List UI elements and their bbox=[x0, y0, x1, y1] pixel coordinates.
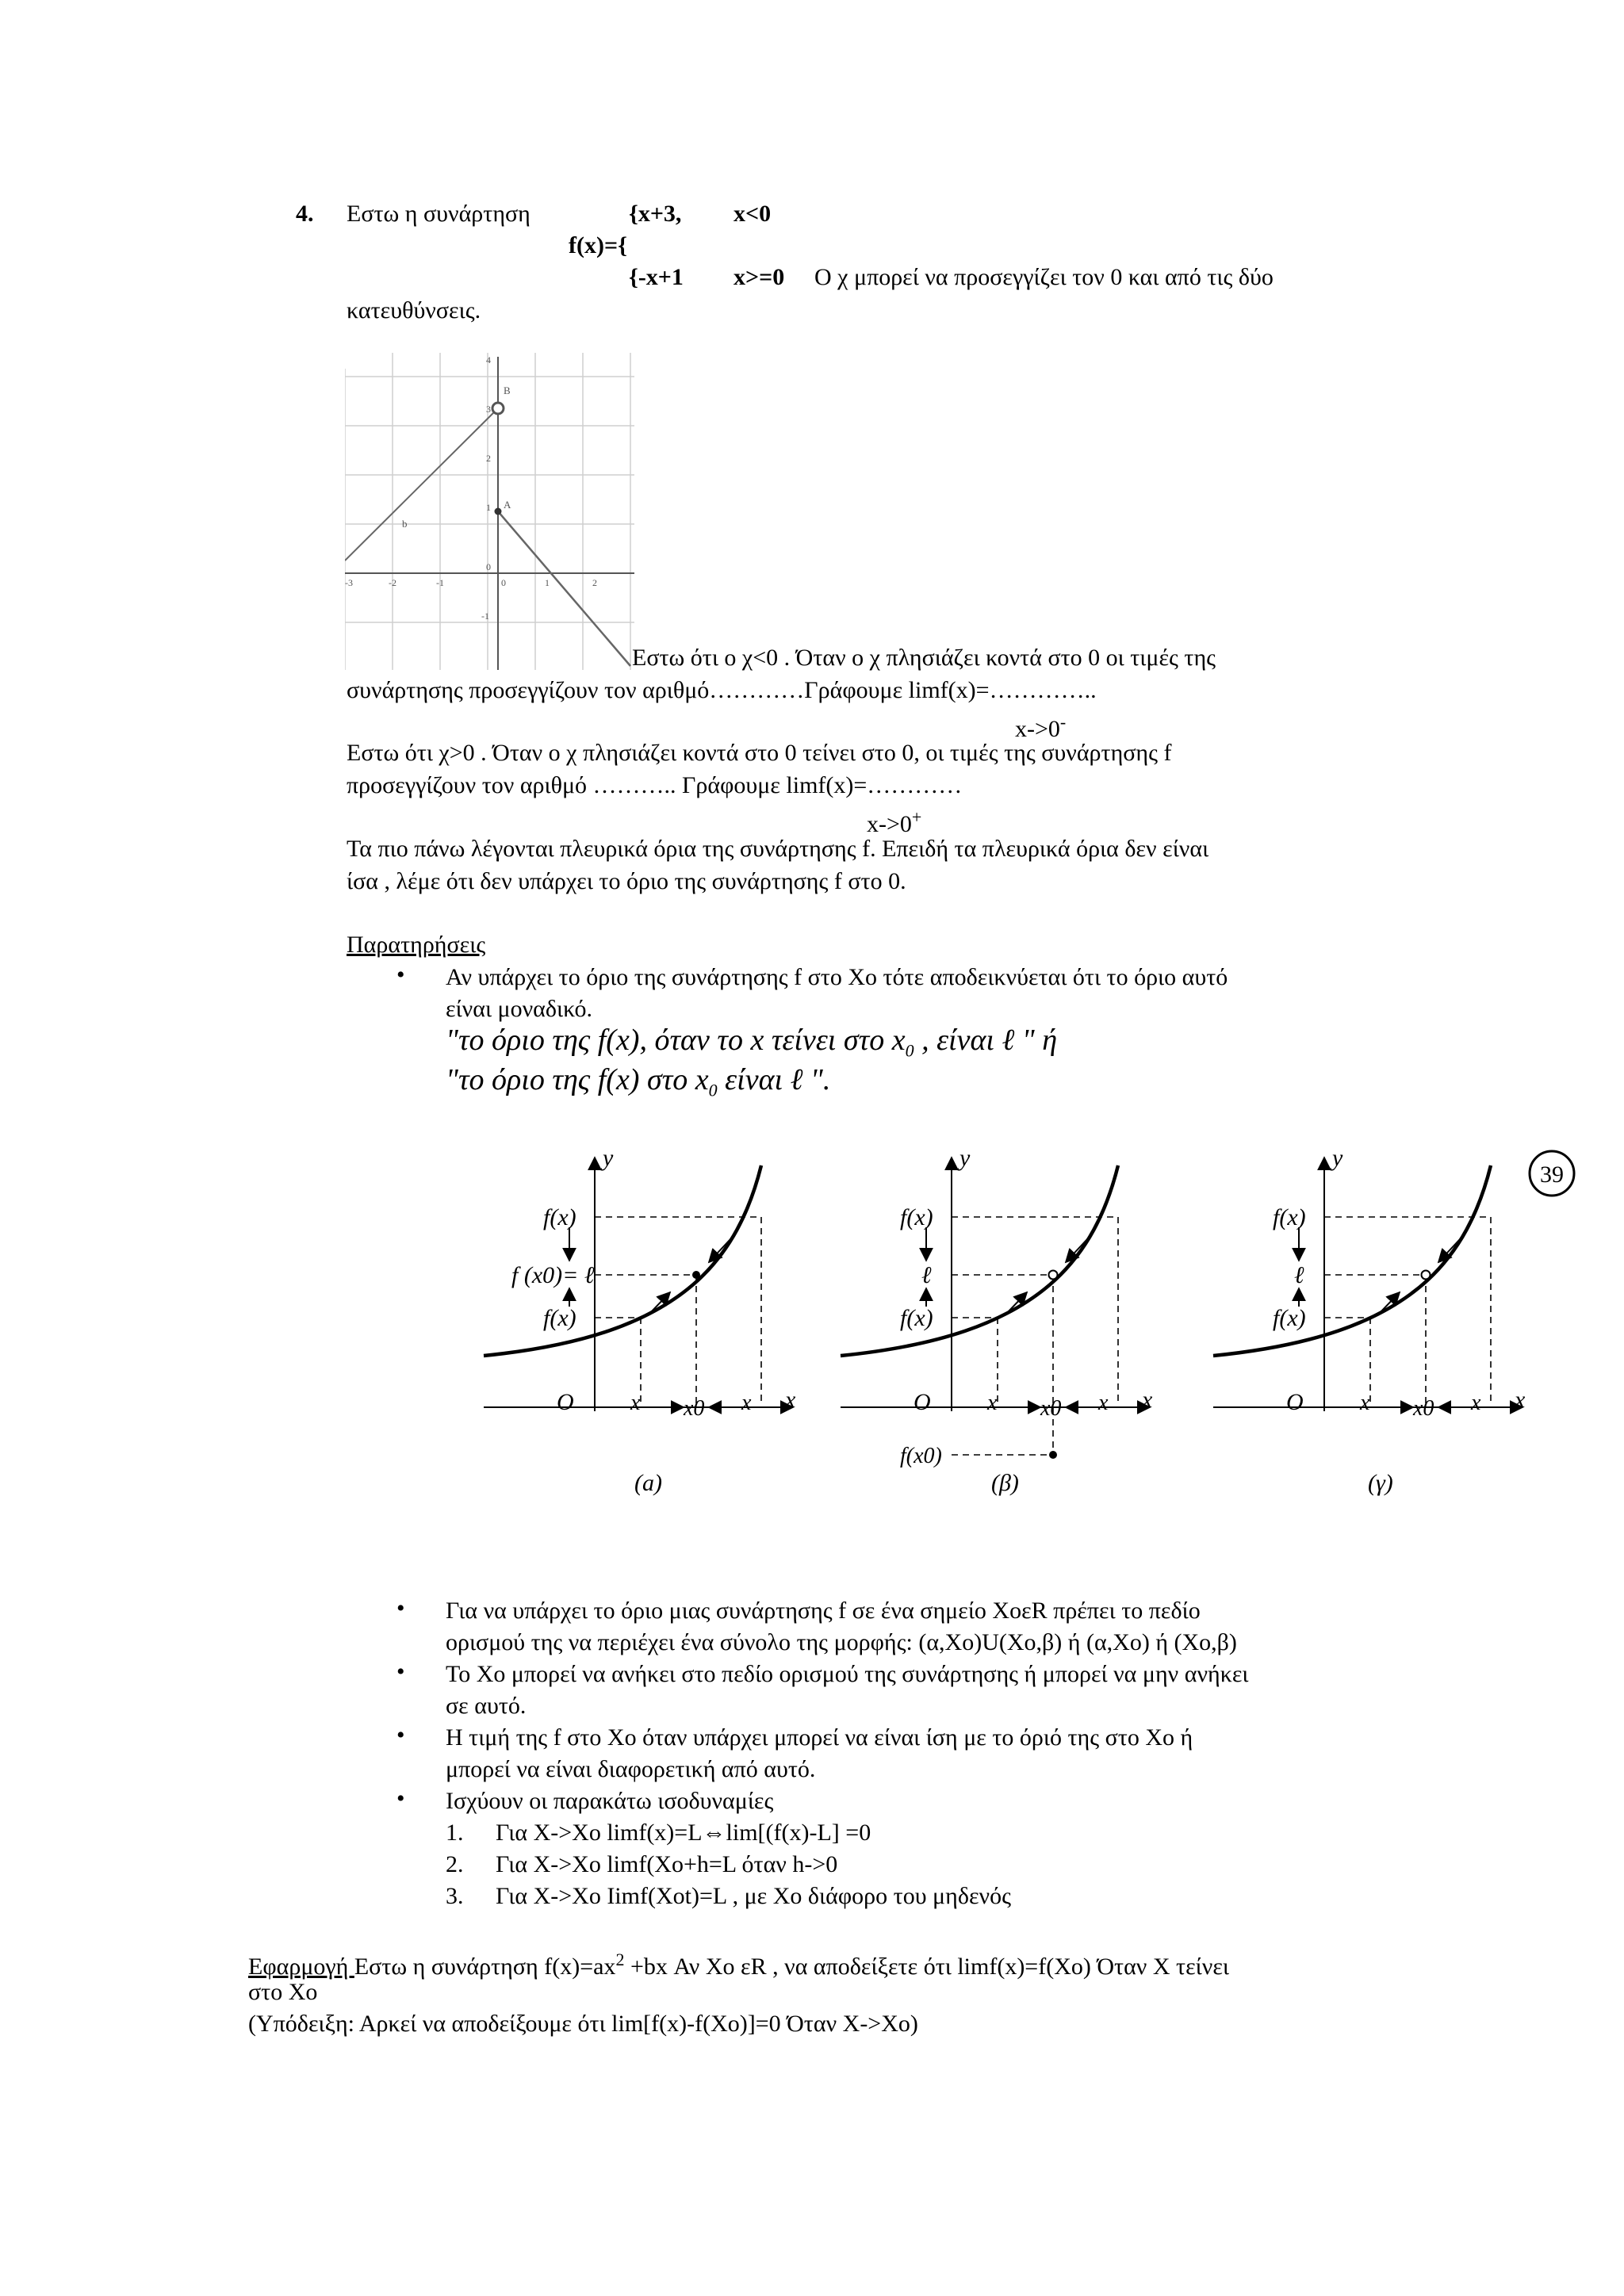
bullet: • bbox=[396, 1659, 405, 1685]
remark-italic2: "το όριο της f(x) στο $x_0$ είναι ℓ ". bbox=[446, 1063, 831, 1100]
case1-expression: {x+3, bbox=[629, 201, 682, 227]
application-line1: Εφαρμογή Εστω η συνάρτηση $f(x)=ax^2 +bx$ Αν Xo εR , να αποδείξετε ότι limf(x)=f(Xo) Όταν X τείνει bbox=[248, 1950, 1229, 1980]
equivalence-number: 2. bbox=[446, 1851, 464, 1877]
bullet4-line1: Η τιμή της f στο Xo όταν υπάρχει μπορεί να είναι ίση με το όριό της στο Xo ή bbox=[446, 1724, 1193, 1751]
x-label: x bbox=[1098, 1391, 1109, 1415]
question-intro: Εστω η συνάρτηση bbox=[347, 201, 530, 227]
left-limit-line2: συνάρτησης προσεγγίζουν τον αριθμό…………Γράφουμε limf(x)=………….. bbox=[347, 677, 1097, 703]
x-label: x bbox=[1471, 1391, 1481, 1415]
fx0-ell-label: f (x0)= ℓ bbox=[511, 1262, 595, 1288]
function-name: f(x)={ bbox=[569, 232, 627, 258]
tick-y: 1 bbox=[486, 502, 491, 513]
tick-x: 1 bbox=[545, 577, 550, 588]
remark1-line2: είναι μοναδικό. bbox=[446, 996, 593, 1022]
tick-y: 4 bbox=[486, 354, 491, 365]
panel-c-label: (γ) bbox=[1368, 1470, 1393, 1496]
y-axis-label: y bbox=[1332, 1145, 1343, 1171]
case2-condition: x>=0 bbox=[733, 264, 785, 290]
figure-badge-number: 39 bbox=[1540, 1161, 1564, 1188]
application-line2: στο Xo bbox=[248, 1979, 318, 2005]
equivalence-number: 3. bbox=[446, 1883, 464, 1909]
tick-y: 3 bbox=[486, 404, 491, 415]
question-number: 4. bbox=[296, 201, 314, 227]
question-tail: Ο χ μπορεί να προσεγγίζει τον 0 και από τις δύο bbox=[814, 264, 1274, 290]
remarks-heading: Παρατηρήσεις bbox=[347, 932, 486, 958]
x-label: x bbox=[1360, 1391, 1370, 1415]
left-limit-sub: x->0- bbox=[1015, 712, 1067, 742]
x-axis-label: x bbox=[1142, 1387, 1153, 1413]
y-axis-label: y bbox=[603, 1145, 614, 1171]
bullet2-line2: ορισμού της να περιέχει ένα σύνολο της μορφής: (α,Xo)U(Xo,β) ή (α,Xo) ή (Xo,β) bbox=[446, 1629, 1237, 1655]
bullet: • bbox=[396, 1722, 405, 1748]
equivalence-1: Για X->Xo limf(x)=L⇔lim[(f(x)-L] =0 bbox=[496, 1820, 871, 1846]
ell-label: ℓ bbox=[1294, 1262, 1304, 1288]
bullet5: Ισχύουν οι παρακάτω ισοδυναμίες bbox=[446, 1788, 774, 1814]
panel-a-label: (a) bbox=[634, 1470, 662, 1496]
fx-label: f(x) bbox=[543, 1305, 576, 1331]
case2-expression: {-x+1 bbox=[629, 264, 684, 290]
fx-label: f(x) bbox=[1273, 1204, 1306, 1230]
tick-x: -2 bbox=[389, 577, 396, 588]
bullet: • bbox=[396, 1595, 405, 1621]
x0-label: x0 bbox=[1040, 1396, 1062, 1421]
point-b-label: B bbox=[504, 385, 511, 396]
fx-label: f(x) bbox=[1273, 1305, 1306, 1331]
origin-label: O bbox=[557, 1389, 574, 1415]
panel-c bbox=[1213, 1145, 1526, 1496]
bullet3-line1: Το Xo μπορεί να ανήκει στο πεδίο ορισμού της συνάρτησης ή μπορεί να μην ανήκει bbox=[446, 1661, 1249, 1687]
tick-x: -3 bbox=[345, 577, 353, 588]
equivalence-number: 1. bbox=[446, 1820, 464, 1846]
tick-x: 2 bbox=[592, 577, 597, 588]
right-limit-line2: προσεγγίζουν τον αριθμό ……….. Γράφουμε limf(x)=………… bbox=[347, 772, 963, 798]
tick-y: -1 bbox=[481, 610, 489, 622]
bullet: • bbox=[396, 1785, 405, 1812]
side-limits-line1: Τα πιο πάνω λέγονται πλευρικά όρια της συνάρτησης f. Επειδή τα πλευρικά όρια δεν είναι bbox=[347, 836, 1209, 862]
left-limit-line1: Εστω ότι ο χ<0 . Όταν ο χ πλησιάζει κοντά στο 0 οι τιμές της bbox=[632, 645, 1216, 671]
panel-b-label: (β) bbox=[991, 1470, 1019, 1496]
right-limit-line1: Εστω ότι χ>0 . Όταν ο χ πλησιάζει κοντά στο 0 τείνει στο 0, οι τιμές της συνάρτησης f bbox=[347, 740, 1172, 766]
tick-x: 0 bbox=[501, 577, 506, 588]
equivalence-2: Για X->Xo limf(Xo+h=L όταν h->0 bbox=[496, 1851, 838, 1877]
panel-a bbox=[484, 1145, 796, 1496]
fx-label: f(x) bbox=[543, 1204, 576, 1230]
fx-label: f(x) bbox=[900, 1204, 933, 1230]
tick-x: -1 bbox=[436, 577, 444, 588]
equivalence-3: Για X->Xo Iimf(Xot)=L , με Xo διάφορο του μηδενός bbox=[496, 1883, 1011, 1909]
tick-y: 2 bbox=[486, 453, 491, 464]
remark-italic1: "το όριο της f(x), όταν το x τείνει στο $x_0$ , είναι ℓ " ή bbox=[446, 1024, 1058, 1061]
limit-figure bbox=[468, 1142, 1578, 1514]
tick-y: 0 bbox=[486, 561, 491, 572]
remark1-line1: Αν υπάρχει το όριο της συνάρτησης f στο Xo τότε αποδεικνύεται ότι το όριο αυτό bbox=[446, 964, 1228, 990]
application-label: Εφαρμογή bbox=[248, 1954, 354, 1980]
x-axis-label: x bbox=[785, 1387, 796, 1413]
right-limit-sub: x->0+ bbox=[867, 807, 922, 837]
line-label: b bbox=[402, 518, 408, 530]
application-hint: (Υπόδειξη: Αρκεί να αποδείξουμε ότι lim[f(x)-f(Xo)]=0 Όταν X->Xo) bbox=[248, 2011, 918, 2037]
bullet: • bbox=[396, 962, 405, 988]
fx0-label: f(x0) bbox=[900, 1444, 942, 1468]
bullet2-line1: Για να υπάρχει το όριο μιας συνάρτησης f σε ένα σημείο XoεR πρέπει το πεδίο bbox=[446, 1598, 1201, 1624]
panel-b bbox=[841, 1145, 1153, 1496]
piecewise-graph bbox=[345, 353, 634, 678]
x0-label: x0 bbox=[1413, 1396, 1434, 1421]
x-axis-label: x bbox=[1515, 1387, 1526, 1413]
origin-label: O bbox=[914, 1389, 931, 1415]
side-limits-line2: ίσα , λέμε ότι δεν υπάρχει το όριο της συνάρτησης f στο 0. bbox=[347, 868, 906, 894]
x-label: x bbox=[630, 1391, 641, 1415]
question-tail-line2: κατευθύνσεις. bbox=[347, 297, 481, 323]
bullet4-line2: μπορεί να είναι διαφορετική από αυτό. bbox=[446, 1756, 816, 1782]
y-axis-label: y bbox=[959, 1145, 971, 1171]
case1-condition: x<0 bbox=[733, 201, 772, 227]
x-label: x bbox=[741, 1391, 752, 1415]
origin-label: O bbox=[1286, 1389, 1304, 1415]
bullet3-line2: σε αυτό. bbox=[446, 1693, 527, 1719]
point-a-label: A bbox=[504, 499, 511, 511]
x-label: x bbox=[987, 1391, 998, 1415]
x0-label: x0 bbox=[684, 1396, 705, 1421]
ell-label: ℓ bbox=[921, 1262, 932, 1288]
fx-label: f(x) bbox=[900, 1305, 933, 1331]
